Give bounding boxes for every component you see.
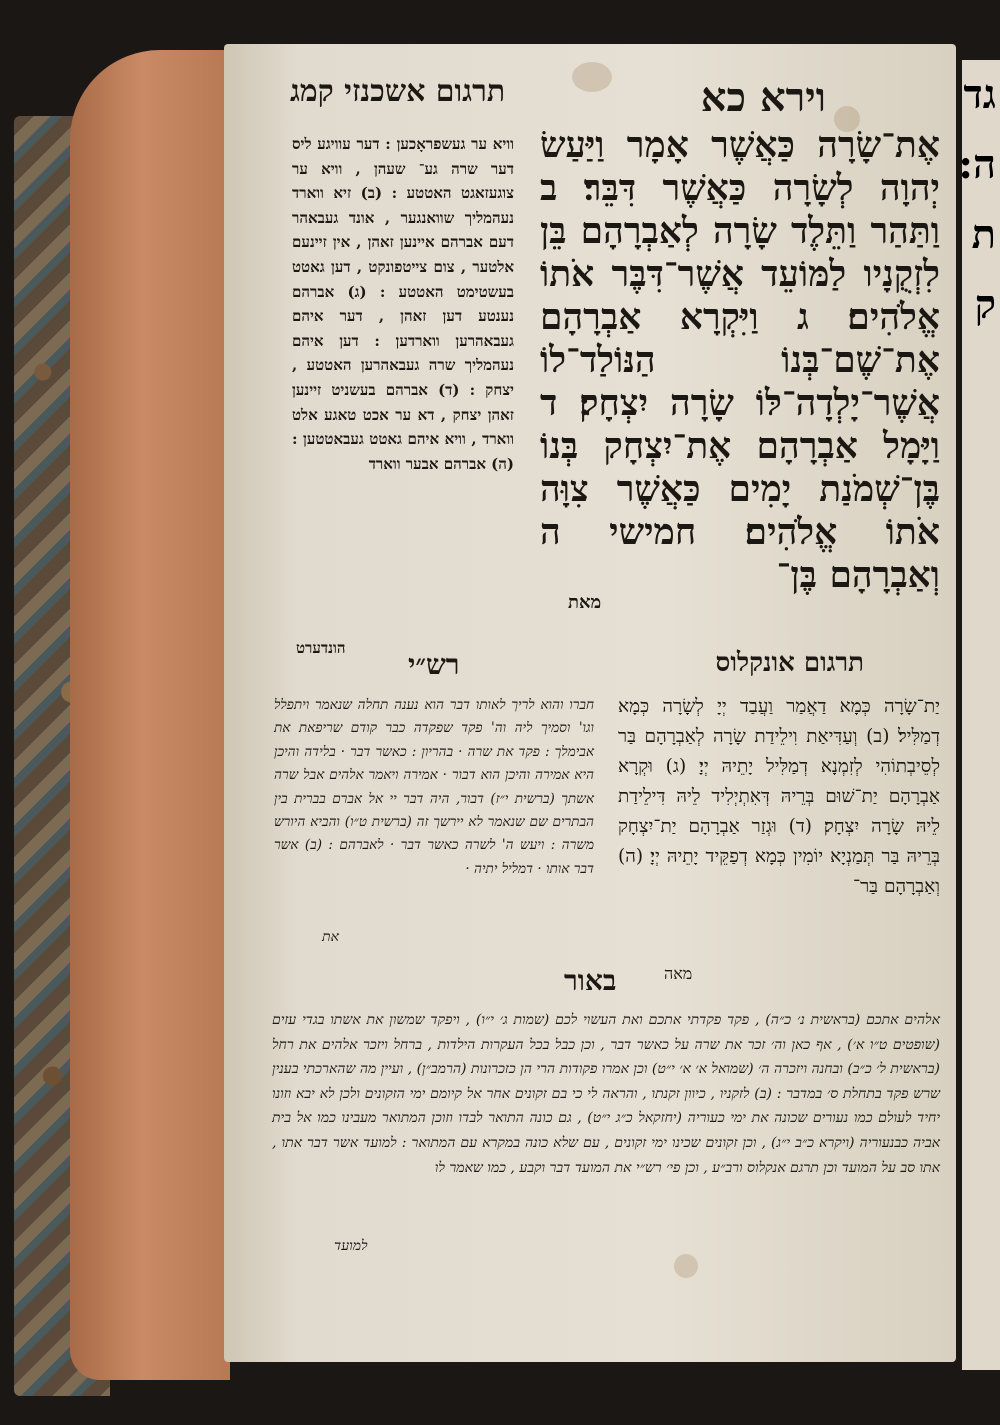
german-translation-column: וויא ער געשפראָכען : דער עוויגע ליס דער שרה גע־ שעהן , וויא ער צוגעזאגט האטטע : (ב) זיא ווארד נעהמליך שוואנגער , אונד געבאהר דעם אברהם איינען זאהן , אין זיינעם אלטער , צום צייטפונקט , דען גאטט בעשטימט האטטע : (ג) אברהם נענטע דען זאהן , דער איהם געבאהרען ווארדען : דען איהם נעהמליך שרה געבאהרען האטטע , יצחק : (ד) אברהם בעשניט זיינען זאהן יצחק , דא ער אכט טאגע אלט ווארד , וויא איהם גאטט געבאטטען : (ה) אברהם אבער ווארד — [292, 135, 514, 473]
biur-heading: באור — [564, 964, 617, 997]
facing-page-edge — [958, 60, 1000, 1370]
book-page — [224, 44, 956, 1362]
facing-page-fragment: ת — [971, 211, 996, 258]
rashi-heading: רש״י — [408, 648, 460, 681]
paper-stain — [674, 1254, 698, 1278]
onkelos-heading: תרגום אונקלוס — [715, 648, 864, 678]
verse-catchword: מאת — [568, 592, 602, 613]
rashi-text: חברו והוא לריך לאותו דבר הוא נענה תחלה שנאמר ויתפלל וגו' וסמיך ליה וה' פקד שפקדה כבר קודם שריפאת את אבימלך : פקד את שרה · בהריון : כאשר דבר · בלידה והיכן היא אמירה והיכן הוא דבור · אמירה ויאמר אלהים אבל שרה אשתך (ברשית י״ז) דבור, היה דבר יי אל אברם בברית בין הבתרים שם שנאמר לא יירשך זה (ברשית ט״ו) והביא היורש משרה : ויעש ה' לשרה כאשר דבר · לאברהם : (ב) אשר דבר אותו · דמליל יתיה · — [274, 697, 594, 877]
translation-catchword: הונדערט — [296, 639, 346, 657]
facing-page-fragment: ק — [974, 281, 996, 328]
rashi-catchword: את — [322, 929, 339, 945]
page-header-title: תרגום אשכנזי קמג — [290, 74, 506, 109]
biur-text: אלהים אתכם (בראשית נ׳ כ״ה) , פקד פקדתי אתכם ואת העשוי לכם (שמות ג׳ י״ו) , ויפקד שמשון את אשתו בגדי עזים (שופטים ט״ו א׳) , אף כאן וה׳ זכר את שרה על כאשר דבר , וכן כבל בכל העקרות הילדות , ברחל ויזכר אלהים את רחל (בראשית ל׳ כ״ב) ובחנה ויזכרה ה׳ (שמואל א׳ א׳ י״ט) וכן אמרו פקודות הרי הן כזכרונות (הרמב״ן) , ועיין מה שהארכתי בענין שרש פקד בתחלת ס׳ במדבר : (ב) לזקניו , כיוון זקנתו , והראה לי כי בם זקונים אחר אל קיומם ימי הזקונים ולכן לא יבא וזונו יחיד לעולם כמו נעורים שכונה את ימי כעוריה (יחזקאל כ״ג י״ט) , גם כונה התואר לבדו וזוכן המתואר מעבינו כמו אל בית אביה כבנעוריה (ויקרא כ״ב י״ג) , וכן זקונים שכינו ימי זקונים , עם שלא כונה במקרא עם המתואר : למועד אשר דבר אתו , אתו סב על המועד וכן תרגם אנקלוס ורב״ע , וכן פי׳ רש״י את המועד דבר וקבע , כמו שאמר לו — [272, 1012, 941, 1176]
biur-catchword: למועד — [334, 1238, 368, 1254]
onkelos-catchword: מאה — [664, 964, 693, 983]
paper-stain — [572, 62, 612, 92]
facing-page-fragment: גד — [963, 71, 996, 118]
torah-verse-text: אֶת־שָׂרָה כַּאֲשֶׁר אָמָר וַיַּעַשׂ יְהוָה לְשָׂרָה כַּאֲשֶׁר דִּבֵּר׃ ב וַתַּהַר וַתֵּלֶד שָׂרָה לְאַבְרָהָם בֵּן לִזְקֻנָיו לַמּוֹעֵד אֲשֶׁר־דִּבֶּר אֹתוֹ אֱלֹהִים׃ ג וַיִּקְרָא אַבְרָהָם אֶת־שֶׁם־בְּנוֹ הַנּוֹלַד־לוֹ אֲשֶׁר־יָלְדָה־לּוֹ שָׂרָה יִצְחָק׃ ד וַיָּמָל אַבְרָהָם אֶת־יִצְחָק בְּנוֹ בֶּן־שְׁמֹנַת יָמִים כַּאֲשֶׁר צִוָּה אֹתוֹ אֱלֹהִים׃ חמישי ה וְאַבְרָהָם בֶּן־ — [540, 124, 940, 596]
book-fore-edge — [70, 50, 230, 1380]
page-header-parasha: וירא כא — [700, 74, 826, 121]
onkelos-text: יַת־שָׂרָה כְּמָא דַאֲמַר וַעֲבַד יְיָ לְשָׂרָה כְּמָא דְמַלִּיל׃ (ב) וְעַדִּיאַת וִילֵידַת שָׂרָה לְאַבְרָהָם בַּר לְסֵיבְתוֹהִי לְזִמְנָא דְמַלִּיל יָתֵיהּ יְיָ׃ (ג) וּקְרָא אַבְרָהָם יַת־שׁוּם בְּרֵיהּ דְּאִתְיְלִיד לֵיהּ דִּילֵידַת לֵיהּ שָׂרָה יִצְחָק׃ (ד) וּגְזַר אַבְרָהָם יַת־יִצְחָק בְּרֵיהּ בַּר תְּמַנְיָא יוֹמִין כְּמָא דְפַקֵּיד יָתֵיהּ יְיָ׃ (ה) וְאַבְרָהָם בַּר־ — [618, 696, 940, 897]
facing-page-fragment: ה: — [958, 141, 996, 188]
